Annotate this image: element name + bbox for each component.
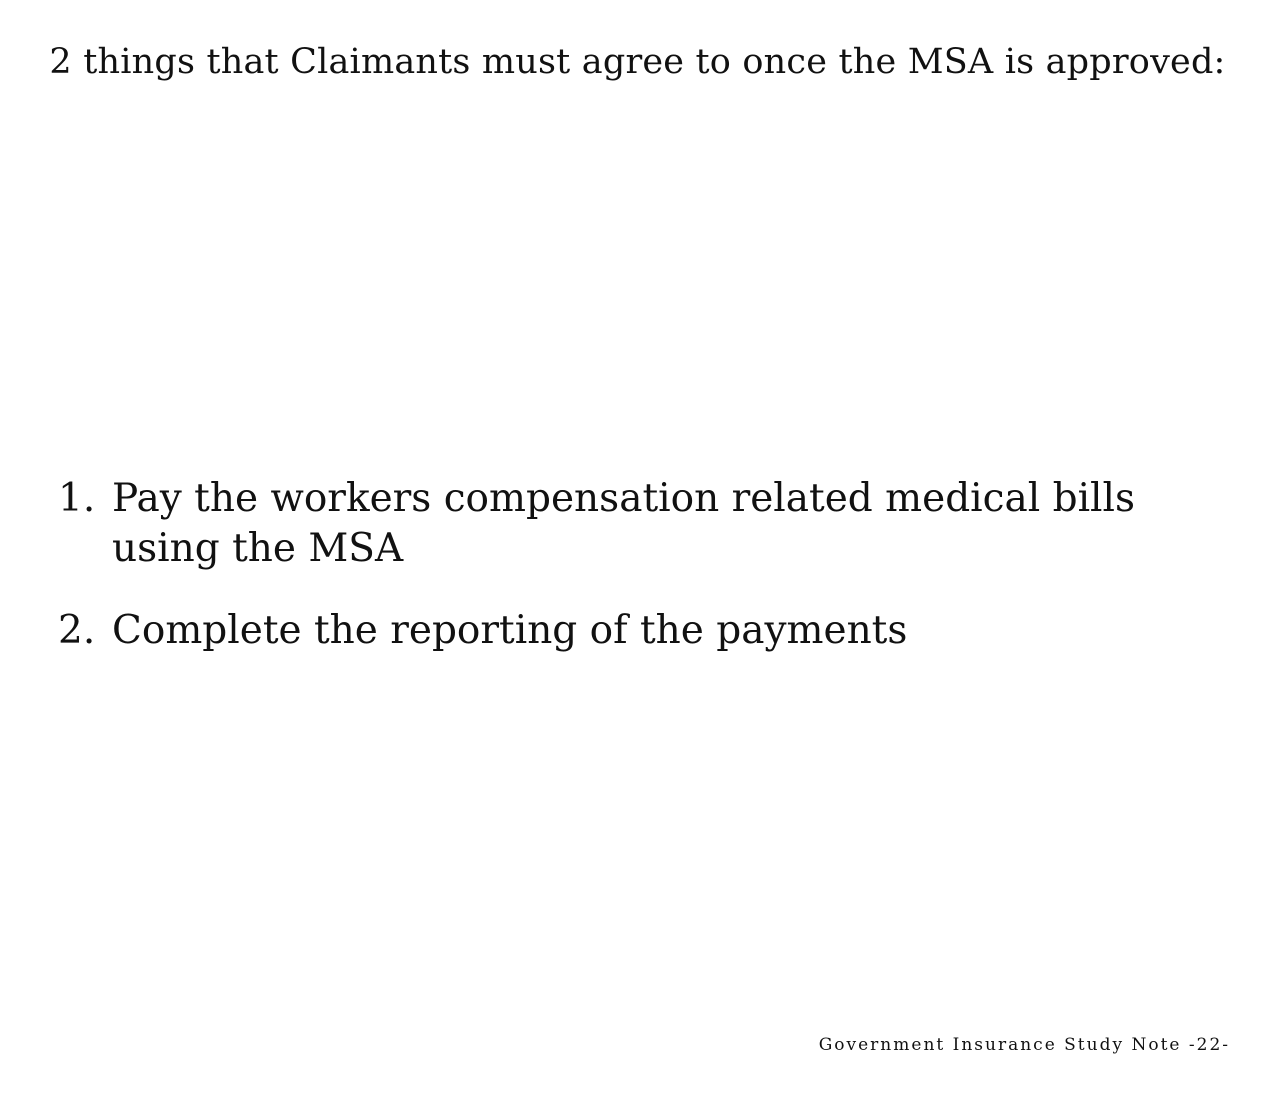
slide-heading: 2 things that Claimants must agree to once the MSA is approved: xyxy=(49,42,1226,82)
list-item-text: Complete the reporting of the payments xyxy=(112,608,908,653)
list-item-text: Pay the workers compensation related medical bills using the MSA xyxy=(112,476,1136,571)
requirements-list xyxy=(58,474,1218,688)
list-item-number: 2. xyxy=(58,608,96,653)
list-item xyxy=(58,474,1218,574)
list-item xyxy=(58,606,1218,656)
list-item-number: 1. xyxy=(58,476,96,521)
page-footer: Government Insurance Study Note -22- xyxy=(818,1035,1230,1055)
